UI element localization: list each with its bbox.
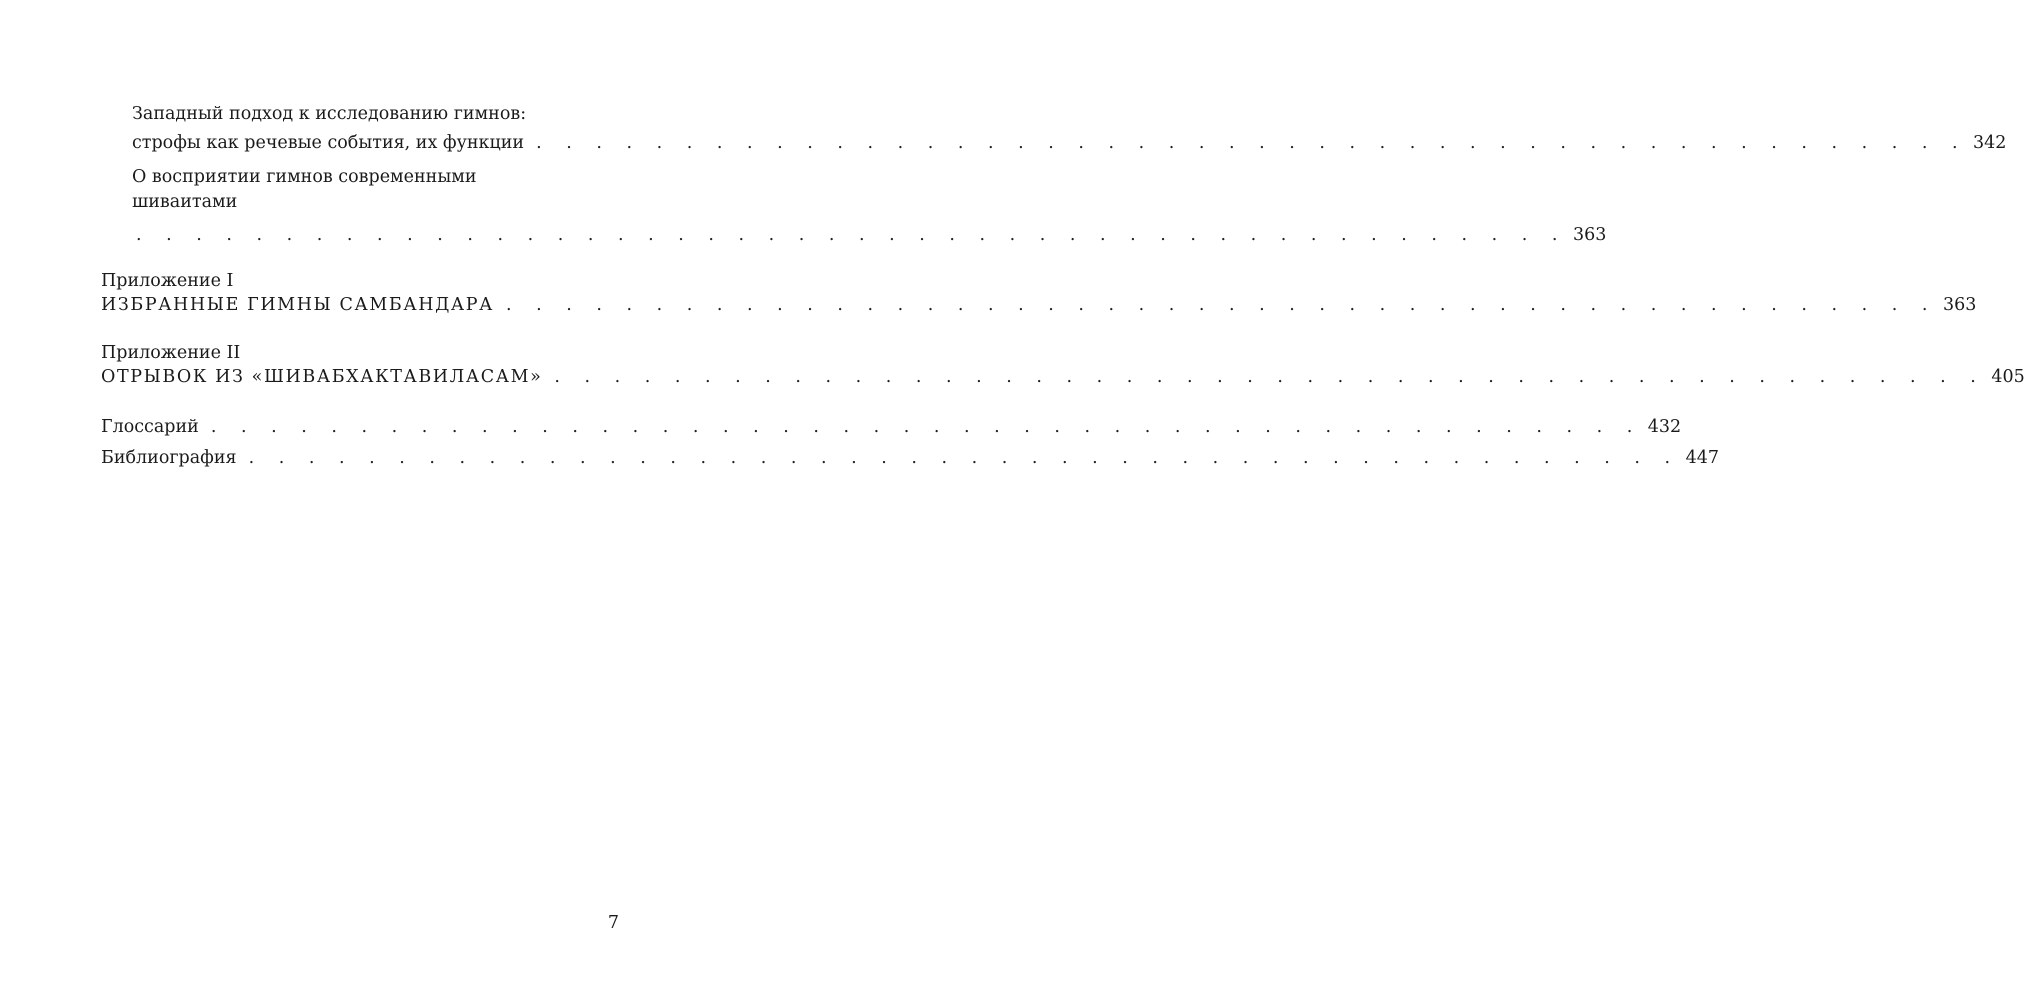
appendix1-title: ИЗБРАННЫЕ ГИМНЫ САМБАНДАРА: [101, 295, 494, 315]
page-number: 405: [1991, 367, 2025, 387]
toc-entry-bibliography[interactable]: [101, 447, 1719, 469]
toc-entry-glossary[interactable]: [101, 416, 1682, 438]
toc-entry-appendix2[interactable]: [101, 366, 2025, 388]
dot-leader: . . . . . . . . . . . . . . . . . . . . . . . . . . . . . . . . . . . . . . . . . . . . . . . .: [136, 225, 1567, 245]
toc-entry-western-line1: Западный подход к исследованию гимнов:: [132, 104, 527, 124]
dot-leader: . . . . . . . . . . . . . . . . . . . . . . . . . . . . . . . . . . . . . . . . . . . . . . . .: [536, 133, 1968, 153]
page-number: 342: [1973, 133, 2007, 153]
page-number: 432: [1647, 417, 1682, 437]
glossary-title: Глоссарий: [101, 417, 199, 437]
appendix1-label: Приложение I: [101, 271, 234, 291]
toc-entry-western[interactable]: [132, 132, 2007, 154]
page-number: 447: [1685, 448, 1719, 468]
bibliography-title: Библиография: [101, 448, 237, 468]
dot-leader: . . . . . . . . . . . . . . . . . . . . . . . . . . . . . . . . . . . . . . . . . . . . . . . .: [210, 417, 1642, 437]
dot-leader: . . . . . . . . . . . . . . . . . . . . . . . . . . . . . . . . . . . . . . . . . . . . . . . .: [554, 367, 1986, 387]
toc-entry-perception[interactable]: [132, 224, 1607, 246]
page-number: 363: [1572, 225, 1607, 245]
appendix2-title: ОТРЫВОК ИЗ «ШИВАБХАКТАВИЛАСАМ»: [101, 367, 543, 387]
toc-entry-appendix1[interactable]: [101, 294, 1977, 316]
dot-leader: . . . . . . . . . . . . . . . . . . . . . . . . . . . . . . . . . . . . . . . . . . . . . . . .: [248, 448, 1680, 468]
toc-entry-perception-line1: О восприятии гимнов современными: [132, 167, 477, 187]
toc-entry-perception-line2: шиваитами: [132, 192, 238, 212]
folio-page-number: 7: [607, 913, 619, 933]
dot-leader: . . . . . . . . . . . . . . . . . . . . . . . . . . . . . . . . . . . . . . . . . . . . . . . .: [505, 295, 1937, 315]
appendix2-label: Приложение II: [101, 343, 241, 363]
page-number: 363: [1942, 295, 1977, 315]
toc-entry-western-line2: строфы как речевые события, их функции: [132, 133, 525, 153]
